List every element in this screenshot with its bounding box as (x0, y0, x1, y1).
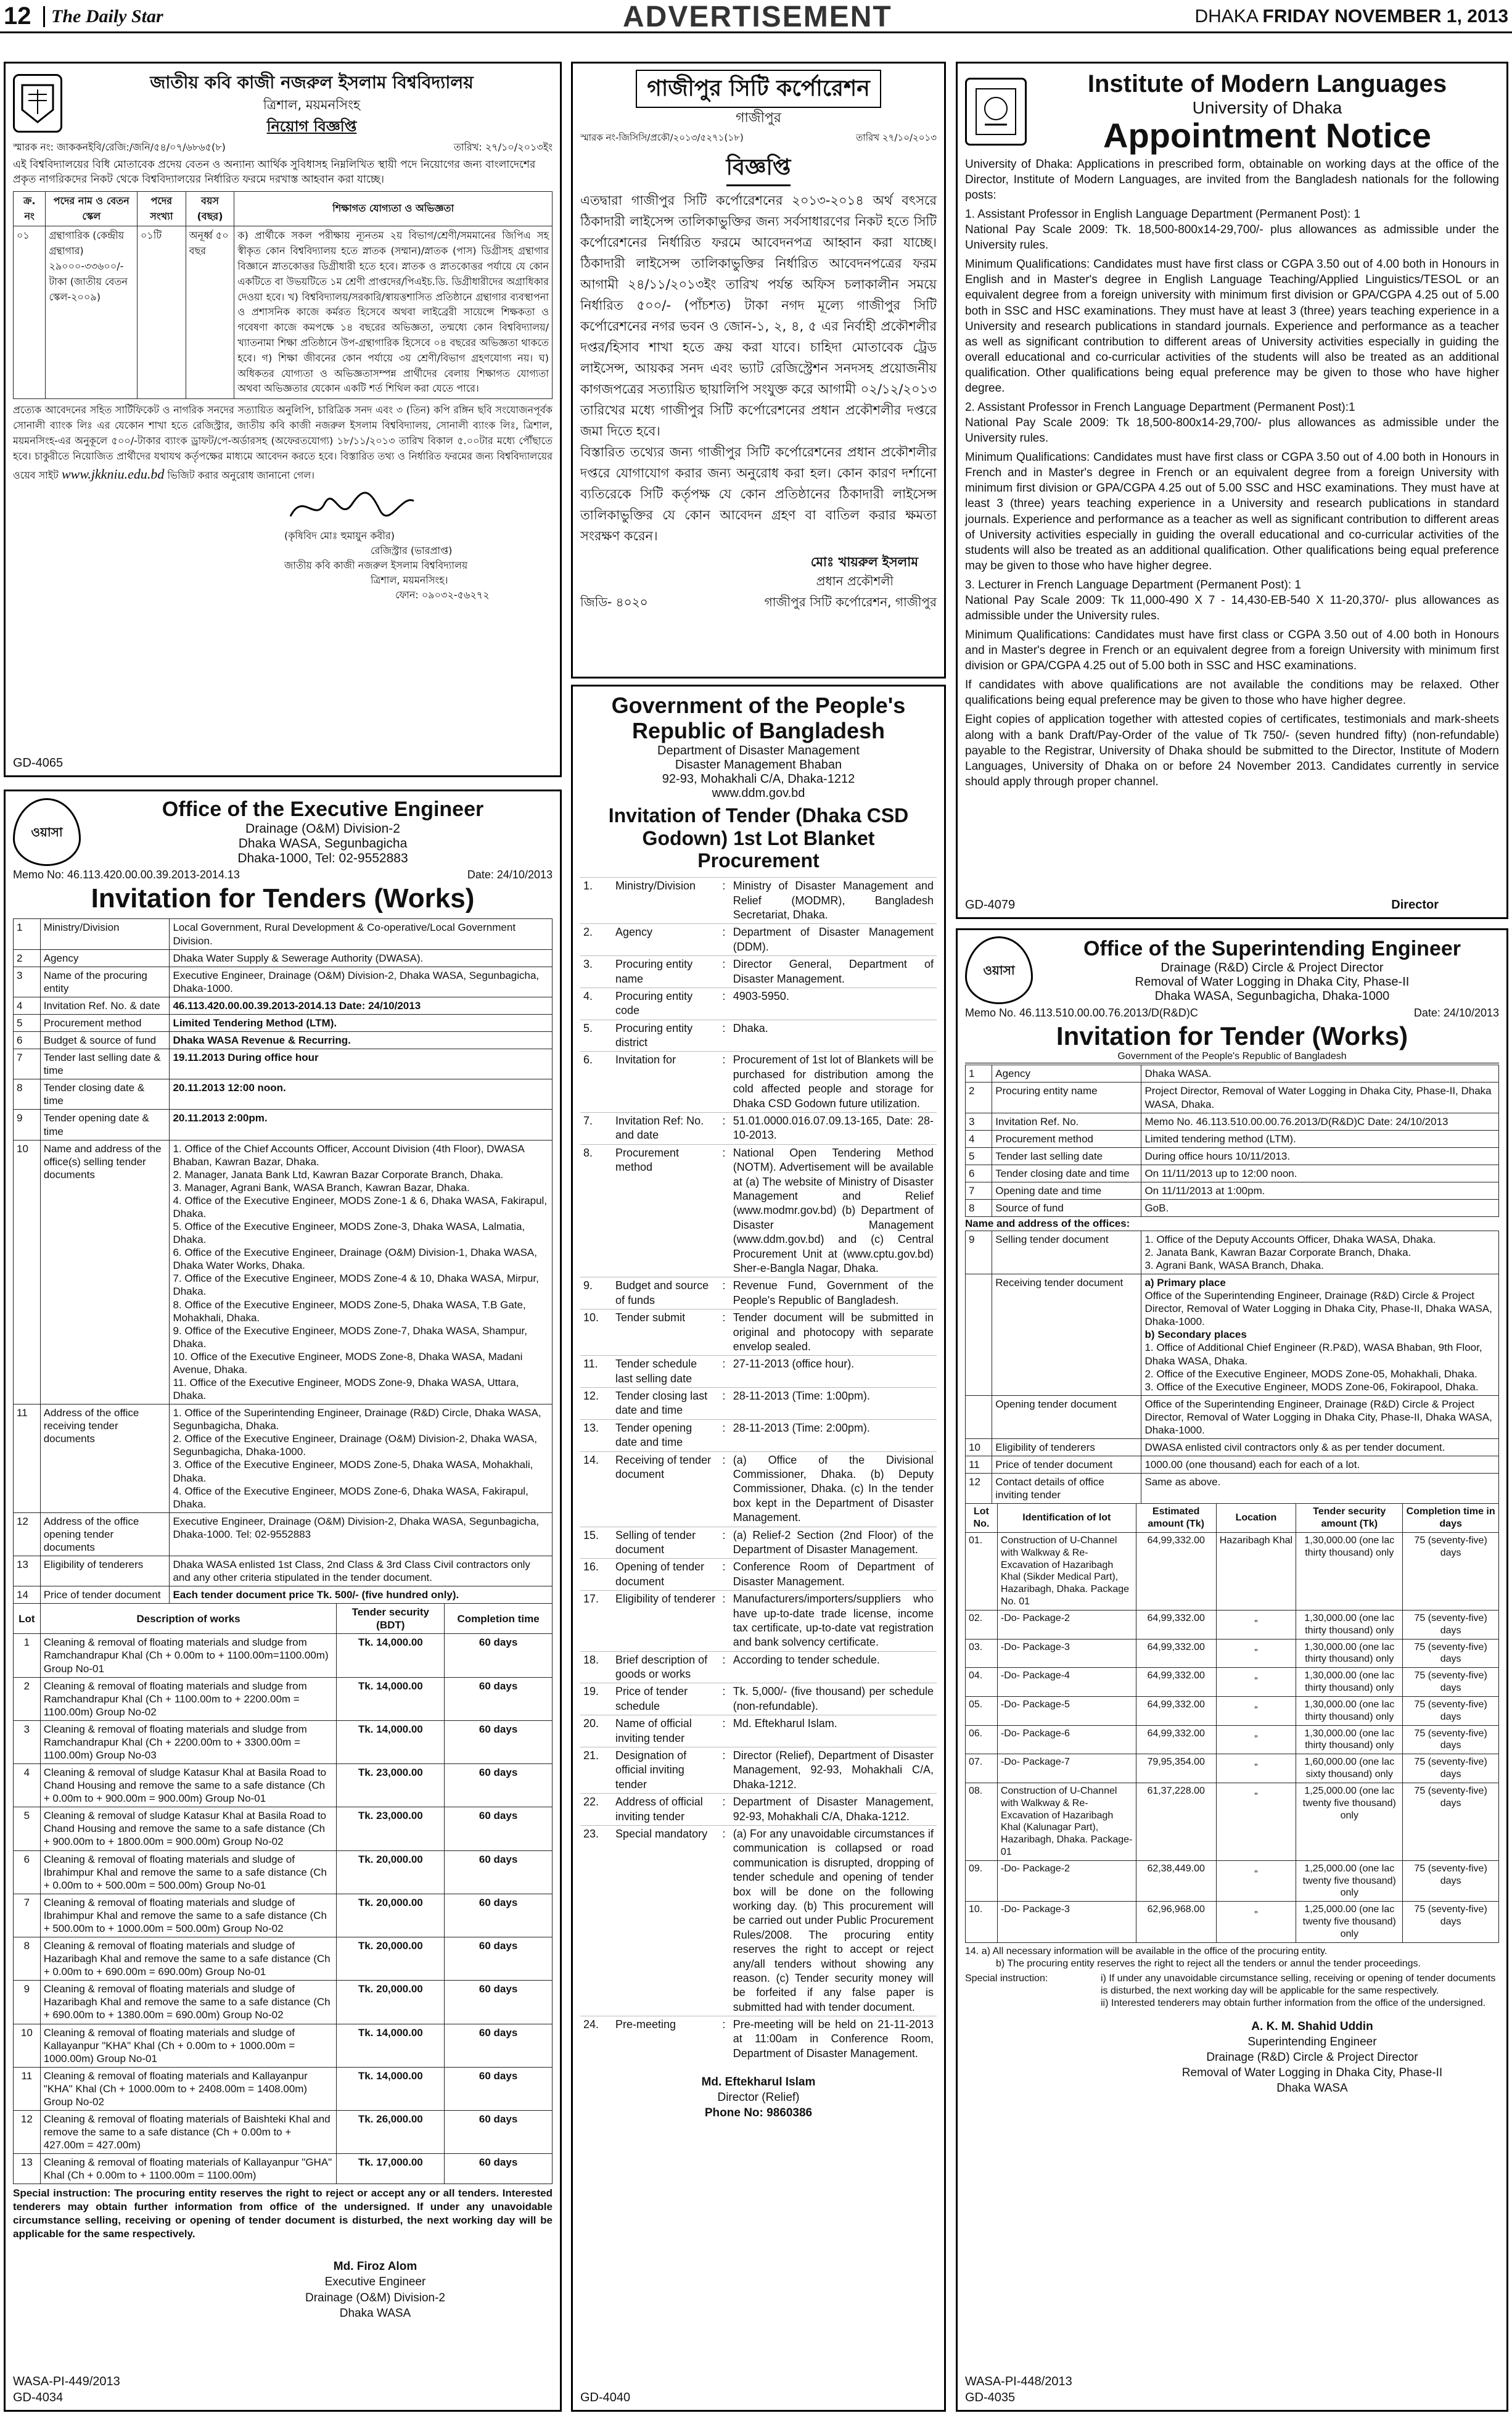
w1-l2: Dhaka WASA, Segunbagicha (238, 836, 408, 851)
jk-memo: স্মারক নং: জাককনইবি/রেজি:/জনি/৫৪/০৭/৬৮৬৫(৮) (13, 141, 226, 153)
w2-l1: Drainage (R&D) Circle & Project Director (1161, 961, 1384, 975)
iml-post-3-scale: National Pay Scale 2009: Tk 11,000-490 X 7 - 14,430-EB-540 X 11-20,370/- plus allowances as admissible under the University rules. (965, 593, 1499, 622)
table-row: 1 Agency Dhaka WASA. (966, 1065, 1499, 1083)
table-row: 20. Name of official inviting tender : Md. Eftekharul Islam. (580, 1715, 937, 1747)
table-row: 9 Cleaning & removal of floating materials and sludge of Hazaribagh Khal and remove the same to a safe distance (Ch + 690.00m to + 1380.00m = 690.00m) Group No-02 Tk. 20,000.00 60 days (14, 1981, 553, 2024)
w2-title: Invitation for Tender (Works) (1056, 1021, 1408, 1050)
w2-memo: Memo No. 46.113.510.00.00.76.2013/D(R&D)C (965, 1007, 1198, 1019)
masthead: The Daily Star (43, 6, 163, 27)
gcc-notice: বিজ্ঞপ্তি (726, 151, 791, 186)
table-row: 18. Brief description of goods or works : According to tender schedule. (580, 1651, 937, 1683)
table-row: 05. -Do- Package-5 64,99,332.00 „ 1,30,000.00 (one lac thirty thousand) only 75 (seventy-five) days (966, 1696, 1499, 1725)
jk-place: ত্রিশাল, ময়মনসিংহ (263, 97, 361, 112)
w2-n14a: 14. a) All necessary information will be available in the office of the procuring entity. (965, 1945, 1328, 1957)
w2-ref: WASA-PI-448/2013 (965, 2375, 1072, 2388)
table-row: 8 Cleaning & removal of floating materials and sludge of Hazaribagh Khal and remove the same to a safe distance (Ch + 0.00m to + 690.00m = 690.00m) Group No-01 Tk. 20,000.00 60 days (14, 1937, 553, 1981)
gazipur-ad (571, 62, 946, 678)
iml-intro: University of Dhaka: Applications in prescribed form, obtainable on working days at the office of the Director, Institute of Modern Languages, are invited from the Bangladesh nationals for the following posts: (965, 157, 1499, 202)
iml-sub: University of Dhaka (1192, 98, 1342, 117)
table-row: 4 Procurement method Limited tendering method (LTM). (966, 1130, 1499, 1147)
table-row: 5 Cleaning & removal of sludge Katasur Khal at Basila Road to Chand Housing and remove the same to a safe distance (Ch + 900.00m to + 1800.00m = 900.00m) Group No-02 Tk. 23,000.00 60 days (14, 1807, 553, 1850)
w2-sig3: Removal of Water Logging in Dhaka City, Phase-II (1181, 2066, 1443, 2079)
ddm-signer: Md. Eftekharul Islam (701, 2076, 816, 2089)
wasa1-ad (4, 790, 562, 2412)
table-row: 5. Procuring entity district : Dhaka. (580, 1020, 937, 1052)
table-row: 06. -Do- Package-6 64,99,332.00 „ 1,30,000.00 (one lac thirty thousand) only 75 (seventy-five) days (966, 1725, 1499, 1754)
table-row: 7. Invitation Ref: No. and date : 51.01.0000.016.07.09.13-165, Date: 28-10-2013. (580, 1113, 937, 1145)
university-seal-icon (13, 74, 62, 133)
table-row: 9 Tender opening date & time 20.11.2013 2:00pm. (14, 1110, 553, 1140)
ddm-table (580, 877, 937, 2062)
gcc-title: গাজীপুর সিটি কর্পোরেশন (636, 70, 881, 108)
table-row: 1. Ministry/Division : Ministry of Disaster Management and Relief (MODMR), Bangladesh Secretariat, Dhaka. (580, 878, 937, 924)
table-row: 1 Ministry/Division Local Government, Rural Development & Co-operative/Local Government Division. (14, 919, 553, 949)
iml-post-1-scale: National Pay Scale 2009: Tk. 18,500-800x14-29,700/- plus allowances as admissible under the University rules. (965, 223, 1499, 252)
w1-signer: Md. Firoz Alom (333, 2260, 417, 2274)
table-row: 10. Tender submit : Tender document will be submitted in original and photocopy with separate envelop sealed. (580, 1309, 937, 1356)
table-row: 07. -Do- Package-7 79,95,354.00 „ 1,60,000.00 (one lac sixty thousand) only 75 (seventy-five) days (966, 1754, 1499, 1783)
table-row: 13 Cleaning & removal of floating materials of Kallayanpur "GHA" Khal (Ch + 0.00m to + 1100.00m = 1100.00m) Tk. 17,000.00 60 days (14, 2154, 553, 2184)
table-row: 4. Procuring entity code : 4903-5950. (580, 988, 937, 1020)
w2-l3: Dhaka WASA, Segunbagicha, Dhaka-1000 (1154, 989, 1390, 1004)
iml-post-3: 3. Lecturer in French Language Department (Permanent Post): 1 (965, 578, 1301, 592)
w1-sig3: Dhaka WASA (339, 2306, 411, 2320)
w2-l2: Removal of Water Logging in Dhaka City, Phase-II (1135, 975, 1410, 989)
iml-code: GD-4079 (965, 898, 1016, 912)
table-row: 11 Price of tender document 1000.00 (one thousand) each for each of a lot. (966, 1456, 1499, 1474)
gcc-signer-title: প্রধান প্রকৌশলী (816, 574, 894, 589)
table-row: 10 Cleaning & removal of floating materials and sludge of Kallayanpur "KHA" Khal (Ch + 0.00m to + 1000.00m = 1000.00m) Group No-01 Tk. 14,000.00 60 days (14, 2024, 553, 2067)
jk-date: তারিখ: ২৭/১০/২০১৩ইং (453, 141, 553, 153)
ddm-t2: Republic of Bangladesh (631, 718, 885, 744)
table-row: 6 Cleaning & removal of floating materials and sludge of Ibrahimpur Khal and remove the same to a safe distance (Ch + 0.00m to + 500.00m = 500.00m) Group No-01 Tk. 20,000.00 60 days (14, 1850, 553, 1894)
table-row: 21. Designation of official inviting tender : Director (Relief), Department of Disaster Management, 92-93, Mohakhali C/A, Dhaka-1212. (580, 1747, 937, 1794)
table-row: 2 Cleaning & removal of floating materials and sludge from Ramchandrapur Khal (Ch + 1100.00m to + 2200.00m = 1100.00m) Group No-02 Tk. 14,000.00 60 days (14, 1677, 553, 1720)
w2-code: GD-4035 (965, 2391, 1016, 2404)
iml-post-2: 2. Assistant Professor in French Language Department (Permanent Post):1 (965, 400, 1355, 414)
table-row: 8 Source of fund GoB. (966, 1199, 1499, 1216)
gcc-code: জিডি- ৪০২০ (580, 595, 648, 610)
gcc-body2: বিস্তারিত তথ্যের জন্য গাজীপুর সিটি কর্পোরেশনের প্রধান প্রকৌশলীর দপ্তরে যোগাযোগ করার জন্য অনুরোধ করা হল। কোন কারণ দর্শানো ব্যতিরেকে সিটি কর্তৃপক্ষ যে কোন প্রতিষ্ঠানের ঠিকাদারী লাইসেন্স তালিকাভুক্তির যে কোন আবেদন গ্রহণ বা বাতিল করার ক্ষমতা সংরক্ষণ করেন। (580, 444, 937, 543)
w2-lot-table: Lot No. Identification of lot Estimated amount (Tk) Location Tender security amount (Tk) Completion time in days 01. Construction of U-Channel with Walkway & Re-Excavation of Hazaribagh Khal (Sikder Medical Part), Hazaribagh, Dhaka. Package No. 01 64,99,332.00 Hazaribagh Khal 1,30,000.00 (one lac thirty thousand) only 75 (seventy-five) days 02. -Do- Package-2 64,99,332.00 „ 1,30,000.00 (one lac thirty thousand) only 75 (seventy-five) days 03. -Do- Package-3 64,99,332.00 „ 1,30,000.00 (one lac thirty thousand) only 75 (seventy-five) days 04. -Do- Package-4 64,99,332.00 „ 1,30,000.00 (one lac thirty thousand) only 75 (seventy-five) days 05. -Do- Package-5 64,99,332.00 „ 1,30,000.00 (one lac thirty thousand) only 75 (seventy-five) days 06. -Do- Package-6 64,99,332.00 „ 1,30,000.00 (one lac thirty thousand) only 75 (seventy-five) days 07. -Do- Package-7 79,95,354.00 „ 1,60,000.00 (one lac sixty thousand) only 75 (seventy-five) days 08. Construction of U-Channel with Walkway & Re-Excavation of Hazaribagh Khal (Kalunagar Part), Hazaribagh, Dhaka. Package-01 61,37,228.00 „ 1,25,000.00 (one lac twenty five thousand) only 75 (seventy-five) days 09. -Do- Package-2 62,38,449.00 „ 1,25,000.00 (one lac twenty five thousand) only 75 (seventy-five) days 10. -Do- Package-3 62,96,968.00 „ 1,25,000.00 (one lac twenty five thousand) only 75 (seventy-five) days (965, 1503, 1499, 1943)
ddm-s2: Disaster Management Bhaban (675, 757, 842, 772)
table-row: 13. Tender opening date and time : 28-11-2013 (Time: 2:00pm). (580, 1419, 937, 1451)
table-row: 02. -Do- Package-2 64,99,332.00 „ 1,30,000.00 (one lac thirty thousand) only 75 (seventy-five) days (966, 1610, 1499, 1639)
ddm-s1: Department of Disaster Management (657, 743, 860, 757)
jkkniu-ad (4, 62, 562, 777)
page-number: 12 (4, 2, 31, 30)
w2-sig2: Drainage (R&D) Circle & Project Director (1206, 2050, 1418, 2064)
jk-body: প্রত্যেক আবেদনের সহিত সার্টিফিকেট ও নাগরিক সনদের সত্যায়িত অনুলিপি, চারিত্রিক সনদ এবং ৩ (তিন) কপি রঙ্গিন ছবি সংযোজনপূর্বক সোনালী ব্যাংক লিঃ এর যেকোন শাখা হতে রেজিস্ট্রার, জাতীয় কবি কাজী নজরুল ইসলাম বিশ্ববিদ্যালয়, সোনালী ব্যাংক লিঃ, ত্রিশাল, ময়মনসিংহ-এর অনুকূলে ৫০০/-টাকার ব্যাংক ড্রাফট/পে-অর্ডারসহ (অফেরতযোগ্য) ১৮/১১/২০১৩ তারিখ বিকাল ৫.০০টার মধ্যে পৌঁছাতে হবে। চাকুরীতে নিয়োজিত প্রার্থীদের যথাযথ কর্তৃপক্ষের মাধ্যমে আবেদন করতে হবে। বিস্তারিত তথ্য ও নির্ধারিত ফরমের জন্য বিশ্ববিদ্যালয়ের ওয়েব সাইট www.jkkniu.edu.bd ভিজিট করার অনুরোধ জানানো গেল। (13, 404, 553, 482)
table-row: 14. Receiving of tender document : (a) Office of the Divisional Commissioner, Dhaka. (b) Deputy Commissioner, Dhaka. (c) In the tender box kept in the Department of Disaster Management. (580, 1451, 937, 1527)
iml-ad (956, 62, 1508, 919)
iml-post-2-qual: Minimum Qualifications: Candidates must have first class or CGPA 3.50 out of 4.00 both in Honours in French and in Master's degree in French or an equivalent degree from a foreign University with minimum first division or GPA/CGPA 4.25 out of 5.00 SSC and HSC examinations. They must have at least 3 (three) years teaching experience in a University and research publications in standard journals. Experience and performance as a teacher as well as significant contribution to different areas of University activities especially in guiding the overall educational and co-curricular activities of the students will also be treated as an additional qualification. Other qualifications being equal preference may be given to those who have higher degree. (965, 451, 1499, 572)
table-row: 3 Cleaning & removal of floating materials and sludge from Ramchandrapur Khal (Ch + 2200.00m to + 3300.00m = 1100.00m) Group No-03 Tk. 14,000.00 60 days (14, 1720, 553, 1763)
table-row: 23. Special mandatory : (a) For any unavoidable circumstances if communication is collapsed or road communication is disrupted, dropping of tender schedule and opening of tender box will be done on the following working day. (b) This procurement will be carried out under Public Procurement Rules/2008. The procuring entity reserves the right to accept or reject any/all tenders without showing any reason. (c) Tender security money will be forfeited if any false paper is submitted had with tender document. (580, 1826, 937, 2016)
table-row: 1 Cleaning & removal of floating materials and sludge from Ramchandrapur Khal (Ch + 0.00m to + 1100.00m=1100.00m) Group No-01 Tk. 14,000.00 60 days (14, 1634, 553, 1677)
table-row: 4 Cleaning & removal of sludge Katasur Khal at Basila Road to Chand Housing and remove the same to a safe distance (Ch + 0.00m to + 900.00m = 900.00m) Group No-01 Tk. 23,000.00 60 days (14, 1764, 553, 1807)
w1-sig2: Drainage (O&M) Division-2 (305, 2291, 445, 2304)
du-seal-icon (965, 78, 1027, 146)
ddm-t1: Government of the People's (611, 693, 906, 718)
table-row: 2 Agency Dhaka Water Supply & Sewerage Authority (DWASA). (14, 949, 553, 967)
wasa2-ad (956, 928, 1508, 2412)
w1-l1: Drainage (O&M) Division-2 (245, 822, 400, 836)
table-row: 2. Agency : Department of Disaster Management (DDM). (580, 924, 937, 956)
w2-n14b: b) The procuring entity reserves the right to reject all the tenders or annul the tender proceedings. (996, 1958, 1421, 1969)
table-row: 5 Procurement method Limited Tendering Method (LTM). (14, 1014, 553, 1031)
table-row: 24. Pre-meeting : Pre-meeting will be held on 21-11-2013 at 11:00am in Conference Room, Department of Disaster Management. (580, 2016, 937, 2063)
w1-code: GD-4034 (13, 2391, 64, 2404)
page-header (0, 0, 1512, 33)
w2-s1: i) If under any unavoidable circumstance selling, receiving or opening of tender documents is disturbed, the next working day will be applicable for the same respectively. (1101, 1973, 1496, 1997)
w2-s2: ii) Interested tenderers may obtain further information from the office of the undersigned. (1101, 1998, 1486, 2009)
w2-org: Office of the Superintending Engineer (1083, 936, 1461, 960)
table-row: 11. Tender schedule last selling date : 27-11-2013 (office hour). (580, 1356, 937, 1388)
table-row: 2 Procuring entity name Project Director, Removal of Water Logging in Dhaka City, Phase-II, Dhaka WASA, Dhaka. (966, 1083, 1499, 1113)
table-row: 3 Invitation Ref. No. Memo No. 46.113.510.00.00.76.2013/D(R&D)C Date: 24/10/2013 (966, 1113, 1499, 1130)
gcc-place: গাজীপুর (736, 110, 781, 126)
table-row: 10. -Do- Package-3 62,96,968.00 „ 1,25,000.00 (one lac twenty five thousand) only 75 (seventy-five) days (966, 1902, 1499, 1942)
jk-intro: এই বিশ্ববিদ্যালয়ের বিধি মোতাবেক প্রদেয় বেতন ও অন্যান্য আর্থিক সুবিধাসহ নিম্নলিখিত স্থায়ী পদে নিয়োগের জন্য বাংলাদেশের প্রকৃত নাগরিকদের নিকট থেকে বিশ্ববিদ্যালয়ের নির্ধারিত ফরমে দরখাস্ত আহবান করা যাচ্ছে। (13, 158, 536, 186)
table-row: 12 Cleaning & removal of floating materials of Baishteki Khal and remove the same to a safe distance (Ch + 0.00m to + 427.00m = 427.00m) Tk. 26,000.00 60 days (14, 2110, 553, 2153)
ddm-ad (571, 685, 946, 2412)
w1-memo: Memo No: 46.113.420.00.00.39.2013-2014.13 (13, 868, 240, 881)
wasa-logo-icon: ওয়াসা (965, 936, 1033, 1004)
iml-post-1: 1. Assistant Professor in English Language Department (Permanent Post): 1 (965, 208, 1361, 221)
table-row: 19. Price of tender schedule : Tk. 5,000/- (five thousand) per schedule (non-refundable). (580, 1683, 937, 1715)
ddm-sig2: Phone No: 9860386 (704, 2106, 813, 2120)
gcc-body1: এতদ্বারা গাজীপুর সিটি কর্পোরেশনের ২০১৩-২০১৪ অর্থ বৎসরে ঠিকাদারী লাইসেন্স তালিকাভুক্তির জন্য সর্বসাধারণের নিকট হতে সিটি কর্পোরেশনের নির্ধারিত ফরমে আবেদনপত্র আহ্বান করা যাচ্ছে। ঠিকাদারী লাইসেন্স তালিকাভুক্তির নির্ধারিত আবেদনপত্রের ফরম আগামী ২৪/১১/২০১৩ইং তারিখ পর্যন্ত অফিস চলাকালীন সময়ে নির্ধারিত ৫০০/- (পাঁচশত) টাকা নগদ মূল্যে গাজীপুর সিটি কর্পোরেশনের নগর ভবন ও জোন-১, ২, ৪, ৫ এর নির্বাহী প্রকৌশলীর দপ্তর/হিসাব শাখা হতে ক্রয় করা যাবে। চাহিদা মোতাবেক ট্রেড লাইসেন্স, আয়কর সনদ এবং ভ্যাট রেজিস্ট্রেশন সনদসহ প্রয়োজনীয় কাগজপত্রের সত্যায়িত ছায়ালিপি সংযুক্ত করে আগামী ০২/১২/২০১৩ তারিখের মধ্যে গাজীপুর সিটি কর্পোরেশনের প্রধান প্রকৌশলীর দপ্তরে জমা দিতে হবে। (580, 192, 937, 439)
table-row: 04. -Do- Package-4 64,99,332.00 „ 1,30,000.00 (one lac thirty thousand) only 75 (seventy-five) days (966, 1668, 1499, 1697)
iml-signer: Director (1391, 898, 1439, 912)
gcc-memo: স্মারক নং-জিসিসি/প্রকৌ/২০১৩/৫২৭১(১৮) (580, 132, 744, 143)
ddm-sig1: Director (Relief) (717, 2091, 800, 2105)
iml-relax: If candidates with above qualifications are not available the conditions may be relaxed. Other qualifications being equal preference may be given to those who have higher degree. (965, 678, 1499, 707)
jk-notice: নিয়োগ বিজ্ঞপ্তি (266, 117, 357, 135)
table-row: 10 Eligibility of tenderers DWASA enlisted civil contractors only & as per tender document. (966, 1438, 1499, 1456)
wasa-logo-icon: ওয়াসা (13, 798, 81, 866)
w1-special: Special instruction: The procuring entity reserves the right to reject or accept any or all tenders. Interested tenderers may obtain further information from office of the undersigned. If under any unavoidable circumstance selling, receiving or opening of tender document is disturbed, the next working day will be applicable for the same respectively. (13, 2187, 553, 2240)
ddm-s3: 92-93, Mohakhali C/A, Dhaka-1212 (662, 772, 855, 786)
w1-org: Office of the Executive Engineer (162, 798, 484, 821)
w1-l3: Dhaka-1000, Tel: 02-9552883 (237, 851, 408, 866)
table-row: 9. Budget and source of funds : Revenue Fund, Government of the People's Republic of Bangladesh. (580, 1277, 937, 1309)
gcc-date: তারিখ ২৭/১০/২০১৩ (856, 132, 937, 143)
table-row: 01. Construction of U-Channel with Walkway & Re-Excavation of Hazaribagh Khal (Sikder Medical Part), Hazaribagh, Dhaka. Package No. 01 64,99,332.00 Hazaribagh Khal 1,30,000.00 (one lac thirty thousand) only 75 (seventy-five) days (966, 1532, 1499, 1610)
iml-apply: Eight copies of application together with attested copies of certificates, testimonials and mark-sheets along with a bank Draft/Pay-Order of the value of Tk 750/- (seven hundred fifty) (non-refundable) payable to the Registrar, University of Dhaka should be submitted to the Director, Institute of Modern Languages, University of Dhaka on or before 24 November 2013. Candidates currently in service should apply through proper channel. (965, 713, 1499, 788)
table-row: 3 Name of the procuring entity Executive Engineer, Drainage (O&M) Division-2, Dhaka WASA, Segunbagicha, Dhaka-1000. (14, 967, 553, 997)
signature-icon (284, 489, 420, 526)
table-row: 7 Tender last selling date & time 19.11.2013 During office hour (14, 1049, 553, 1079)
w1-ref: WASA-PI-449/2013 (13, 2375, 120, 2388)
w2-sig4: Dhaka WASA (1276, 2081, 1348, 2095)
jk-code: GD-4065 (13, 756, 64, 770)
w1-lot-table: Lot Description of works Tender security (BDT) Completion time 1 Cleaning & removal of floating materials and sludge from Ramchandrapur Khal (Ch + 0.00m to + 1100.00m=1100.00m) Group No-01 Tk. 14,000.00 60 days 2 Cleaning & removal of floating materials and sludge from Ramchandrapur Khal (Ch + 1100.00m to + 2200.00m = 1100.00m) Group No-02 Tk. 14,000.00 60 days 3 Cleaning & removal of floating materials and sludge from Ramchandrapur Khal (Ch + 2200.00m to + 3300.00m = 1100.00m) Group No-03 Tk. 14,000.00 60 days 4 Cleaning & removal of sludge Katasur Khal at Basila Road to Chand Housing and remove the same to a safe distance (Ch + 0.00m to + 900.00m = 900.00m) Group No-01 Tk. 23,000.00 60 days 5 Cleaning & removal of sludge Katasur Khal at Basila Road to Chand Housing and remove the same to a safe distance (Ch + 900.00m to + 1800.00m = 900.00m) Group No-02 Tk. 23,000.00 60 days 6 Cleaning & removal of floating materials and sludge of Ibrahimpur Khal and remove the same to a safe distance (Ch + 0.00m to + 500.00m = 500.00m) Group No-01 Tk. 20,000.00 60 days 7 Cleaning & removal of floating materials and sludge of Ibrahimpur Khal and remove the same to a safe distance (Ch + 500.00m to + 1000.00m = 500.00m) Group No-02 Tk. 20,000.00 60 days 8 Cleaning & removal of floating materials and sludge of Hazaribagh Khal and remove the same to a safe distance (Ch + 0.00m to + 690.00m = 690.00m) Group No-01 Tk. 20,000.00 60 days 9 Cleaning & removal of floating materials and sludge of Hazaribagh Khal and remove the same to a safe distance (Ch + 690.00m to + 1380.00m = 690.00m) Group No-02 Tk. 20,000.00 60 days 10 Cleaning & removal of floating materials and sludge of Kallayanpur "KHA" Khal (Ch + 0.00m to + 1000.00m = 1000.00m) Group No-01 Tk. 14,000.00 60 days 11 Cleaning & removal of floating materials and Kallayanpur "KHA" Khal (Ch + 1000.00m to + 2408.00m = 1408.00m) Group No-02 Tk. 14,000.00 60 days 12 Cleaning & removal of floating materials of Baishteki Khal and remove the same to a safe distance (Ch + 0.00m to + 427.00m = 427.00m) Tk. 26,000.00 60 days 13 Cleaning & removal of floating materials of Kallayanpur "GHA" Khal (Ch + 0.00m to + 1100.00m = 1100.00m) Tk. 17,000.00 60 days (13, 1603, 553, 2184)
table-row: 03. -Do- Package-3 64,99,332.00 „ 1,30,000.00 (one lac thirty thousand) only 75 (seventy-five) days (966, 1639, 1499, 1668)
w2-sig1: Superintending Engineer (1247, 2035, 1377, 2048)
gcc-signer: মোঃ খায়রুল ইসলাম (810, 554, 918, 569)
w2-date: Date: 24/10/2013 (1413, 1007, 1499, 1019)
dateline: DHAKA FRIDAY NOVEMBER 1, 2013 (1194, 6, 1508, 27)
jk-signature-block: (কৃষিবিদ মোঃ হুমায়ুন কবীর) রেজিস্ট্রার (ভারপ্রাপ্ত) জাতীয় কবি কাজী নজরুল ইসলাম বিশ্ববিদ্যালয় ত্রিশাল, ময়মনসিংহ। ফোন: ০৯০৩২-৫৬২৭২ (284, 489, 553, 603)
gcc-org: গাজীপুর সিটি কর্পোরেশন, গাজীপুর (764, 595, 937, 610)
iml-post-2-scale: National Pay Scale 2009: Tk 18,500-800x14-29,700/- plus allowances as admissible under the University rules. (965, 416, 1499, 445)
ddm-code: GD-4040 (580, 2391, 631, 2404)
w2-special-label: Special instruction: (965, 1973, 1048, 1984)
table-row: 12. Tender closing last date and time : 28-11-2013 (Time: 1:00pm). (580, 1388, 937, 1420)
table-row: 6 Budget & source of fund Dhaka WASA Revenue & Recurring. (14, 1032, 553, 1049)
section-title: ADVERTISEMENT (623, 1, 892, 33)
iml-post-1-qual: Minimum Qualifications: Candidates must have first class or CGPA 3.50 out of 4.00 both in Honours in English and in Master's degree in English Language Teaching/Applied Linguistics/TESOL or an equivalent degree from a foreign university with minimum first division or GPA/CGPA 4.25 out of 5.00 both in SSC and HSC examinations. They must have at least 3 (three) years teaching experience in a University and research publications in standard journals. Experience and performance as a teacher as well as significant contribution to different areas of University activities especially in guiding the overall educational and co-curricular activities of the students will also be treated as an additional qualification. Other qualifications being equal preference may be given to those who have higher degree. (965, 258, 1499, 395)
table-row: 6 Tender closing date and time On 11/11/2013 up to 12:00 noon. (966, 1165, 1499, 1182)
table-row: 12 Contact details of office inviting tender Same as above. (966, 1474, 1499, 1504)
ddm-title1: Invitation of Tender (Dhaka CSD (608, 804, 909, 827)
ddm-title2: Godown) 1st Lot Blanket Procurement (642, 827, 875, 872)
w2-info-table-2 (965, 1438, 1499, 1504)
table-row: 15. Selling of tender document : (a) Relief-2 Section (2nd Floor) of the Department of Disaster Management. (580, 1527, 937, 1559)
iml-notice: Appointment Notice (1103, 116, 1431, 155)
table-row: 16. Opening of tender document : Conference Room of Department of Disaster Management. (580, 1559, 937, 1591)
w2-office-table: 9 Selling tender document 1. Office of the Deputy Accounts Officer, Dhaka WASA, Dhaka. 2. Janata Bank, Kawran Bazar Corporate Branch, Dhaka. 3. Agrani Bank, WASA Branch, Dhaka. Receiving tender document a) Primary place Office of the Superintending Engineer, Drainage (R&D) Circle & Project Director, Removal of Water Logging in Dhaka City, Phase-II, Dhaka WASA, Dhaka-1000. b) Secondary places 1. Office of Additional Chief Engineer (R.P&D), WASA Bhaban, 9th Floor, Dhaka WASA, Dhaka. 2. Office of the Executive Engineer, MODS Zone-05, Mohakhali, Dhaka. 3. Office of the Executive Engineer, MODS Zone-06, Fokirapool, Dhaka. Opening tender document Office of the Superintending Engineer, Drainage (R&D) Circle & Project Director, Removal of Water Logging in Dhaka City, Phase-II, Dhaka WASA, Dhaka-1000. (965, 1231, 1499, 1439)
jk-table: ক্র. নং পদের নাম ও বেতন স্কেল পদের সংখ্যা বয়স (বছর) শিক্ষাগত যোগ্যতা ও অভিজ্ঞতা ০১ গ্রন্থাগারিক (কেন্দ্রীয় গ্রন্থাগার) ২৯০০০-৩৩৬০০/-টাকা (জাতীয় বেতন স্কেল-২০০৯) ০১টি অনূর্ধ্ব ৫০ বছর ক) প্রার্থীকে সকল পরীক্ষায় ন্যূনতম ২য় বিভাগ/শ্রেণী/সমমানের জিপিএ সহ স্বীকৃত কোন বিশ্ববিদ্যালয় হতে স্নাতক (সম্মান)/স্নাতক (পাস) ডিগ্রীসহ গ্রন্থাগার বিজ্ঞানে স্নাতকোত্তর ডিগ্রীধারী হতে হবে। স্নাতক ও স্নাতকোত্তর পর্যায়ে যে কোন একটিতে বা উভয়টিতে ১ম শ্রেণী প্রাপ্তদের/পিএইচ.ডি. ডিগ্রীধারীদের অগ্রাধিকার দেওয়া হবে। খ) বিশ্ববিদ্যালয়/সরকারি/স্বায়ত্তশাসিত প্রতিষ্ঠানে গ্রন্থাগার ব্যবস্থাপনা ও প্রশাসনিক কাজে কর্মরত হিসেবে অথবা লাইব্রেরী সায়েন্সে শিক্ষকতা ও গবেষণা কাজে কমপক্ষে ১৪ বছরের অভিজ্ঞতা, তন্মধ্যে কোন বিশ্ববিদ্যালয়/খ্যাতনামা শিক্ষা প্রতিষ্ঠানে উপ-গ্রন্থাগারিক হিসেবে ০৪ বছরের অভিজ্ঞতা থাকতে হবে। গ) শিক্ষা জীবনের কোন পর্যায়ে ৩য় শ্রেণী/বিভাগ গ্রহণযোগ্য নয়। ঘ) অধিকতর যোগ্যতা ও অভিজ্ঞতাসম্পন্ন প্রার্থীদের বেলায় শিক্ষাগত যোগ্যতা অথবা অভিজ্ঞতার যেকোন একটি শর্ত শিথিল করা যেতে পারে। (13, 191, 553, 399)
table-row: ০১ গ্রন্থাগারিক (কেন্দ্রীয় গ্রন্থাগার) ২৯০০০-৩৩৬০০/-টাকা (জাতীয় বেতন স্কেল-২০০৯) ০১টি অনূর্ধ্ব ৫০ বছর ক) প্রার্থীকে সকল পরীক্ষায় ন্যূনতম ২য় বিভাগ/শ্রেণী/সমমানের জিপিএ সহ স্বীকৃত কোন বিশ্ববিদ্যালয় হতে স্নাতক (সম্মান)/স্নাতক (পাস) ডিগ্রীসহ গ্রন্থাগার বিজ্ঞানে স্নাতকোত্তর ডিগ্রীধারী হতে হবে। স্নাতক ও স্নাতকোত্তর পর্যায়ে যে কোন একটিতে বা উভয়টিতে ১ম শ্রেণী প্রাপ্তদের/পিএইচ.ডি. ডিগ্রীধারীদের অগ্রাধিকার দেওয়া হবে। খ) বিশ্ববিদ্যালয়/সরকারি/স্বায়ত্তশাসিত প্রতিষ্ঠানে গ্রন্থাগার ব্যবস্থাপনা ও প্রশাসনিক কাজে কর্মরত হিসেবে অথবা লাইব্রেরী সায়েন্সে শিক্ষকতা ও গবেষণা কাজে কমপক্ষে ১৪ বছরের অভিজ্ঞতা, তন্মধ্যে কোন বিশ্ববিদ্যালয়/খ্যাতনামা শিক্ষা প্রতিষ্ঠানে উপ-গ্রন্থাগারিক হিসেবে ০৪ বছরের অভিজ্ঞতা থাকতে হবে। গ) শিক্ষা জীবনের কোন পর্যায়ে ৩য় শ্রেণী/বিভাগ গ্রহণযোগ্য নয়। ঘ) অধিকতর যোগ্যতা ও অভিজ্ঞতাসম্পন্ন প্রার্থীদের বেলায় শিক্ষাগত যোগ্যতা অথবা অভিজ্ঞতার যেকোন একটি শর্ত শিথিল করা যেতে পারে। (14, 226, 553, 399)
table-row: 8. Procurement method : National Open Tendering Method (NOTM). Advertisement will be available at (a) The website of Ministry of Disaster Management and Relief (www.modmr.gov.bd) (b) Department of Disaster Management (www.ddm.gov.bd) and (c) Central Procurement Unit at (www.cptu.gov.bd) Sher-e-Bangla Nagar, Dhaka. (580, 1144, 937, 1277)
w2-gov: Government of the People's Republic of Bangladesh (965, 1050, 1499, 1063)
table-row: 22. Address of official inviting tender : Department of Disaster Management, 92-93, Mohakhali C/A, Dhaka-1212. (580, 1794, 937, 1826)
jk-website-link[interactable]: www.jkkniu.edu.bd (61, 466, 165, 482)
w2-info-table (965, 1065, 1499, 1217)
table-row: 3. Procuring entity name : Director General, Department of Disaster Management. (580, 956, 937, 988)
table-row: 4 Invitation Ref. No. & date 46.113.420.00.00.39.2013-2014.13 Date: 24/10/2013 (14, 997, 553, 1014)
table-row: 17. Eligibility of tenderer : Manufacturers/importers/suppliers who have up-to-date trade license, income tax certificate, up-to-date vat registration and bank solvency certificate. (580, 1591, 937, 1652)
w1-info-table (13, 918, 553, 1140)
w2-offices-head: Name and address of the offices: (965, 1218, 1130, 1230)
w1-office-table: 10 Name and address of the office(s) selling tender documents 1. Office of the Chief Accounts Officer, Account Division (4th Floor), DWASA Bhaban, Kawran Bazar, Dhaka. 2. Manager, Janata Bank Ltd, Kawran Bazar Corporate Branch, Dhaka. 3. Manager, Agrani Bank, WASA Branch, Kawran Bazar, Dhaka. 4. Office of the Executive Engineer, MODS Zone-1 & 6, Dhaka WASA, Fakirapul, Dhaka. 5. Office of the Executive Engineer, MODS Zone-3, Dhaka WASA, Lalmatia, Dhaka. 6. Office of the Executive Engineer, Drainage (O&M) Division-1, Dhaka WASA, Dhaka Water Works, Dhaka. 7. Office of the Executive Engineer, MODS Zone-4 & 10, Dhaka WASA, Mirpur, Dhaka. 8. Office of the Executive Engineer, MODS Zone-5, Dhaka WASA, T.B Gate, Mohakhali, Dhaka. 9. Office of the Executive Engineer, MODS Zone-7, Dhaka WASA, Shampur, Dhaka. 10. Office of the Executive Engineer, MODS Zone-8, Dhaka WASA, Madani Avenue, Dhaka. 11. Office of the Executive Engineer, MODS Zone-9, Dhaka WASA, Uttara, Dhaka. 11 Address of the office receiving tender documents 1. Office of the Superintending Engineer, Drainage (R&D) Circle, Dhaka WASA, Segunbagicha, Dhaka. 2. Office of the Executive Engineer, Drainage (O&M) Division-2, Dhaka WASA, Segunbagicha, Dhaka-1000. 3. Office of the Executive Engineer, MODS Zone-5, Dhaka WASA, Mohakhali, Dhaka. 4. Office of the Executive Engineer, MODS Zone-6, Dhaka WASA, Fakirapul, Dhaka. 12 Address of the office opening tender documents Executive Engineer, Drainage (O&M) Division-2, Dhaka WASA, Segunbagicha, Dhaka-1000. Tel: 02-9552883 13 Eligibility of tenderers Dhaka WASA enlisted 1st Class, 2nd Class & 3rd Class Civil contractors only and any other criteria stipulated in the tender document. 14 Price of tender document Each tender document price Tk. 500/- (five hundred only). (13, 1140, 553, 1604)
w1-sig1: Executive Engineer (324, 2275, 426, 2289)
table-row: 09. -Do- Package-2 62,38,449.00 „ 1,25,000.00 (one lac twenty five thousand) only 75 (seventy-five) days (966, 1860, 1499, 1901)
iml-post-3-qual: Minimum Qualifications: Candidates must have first class or CGPA 3.50 out of 4.00 both in Honours and in Master's degree in French or an equivalent degree from a foreign University with minimum first division or GPA/CGPA 4.25 out of 5.00 both in SSC and HSC examinations. (965, 629, 1499, 673)
jk-title: জাতীয় কবি কাজী নজরুল ইসলাম বিশ্ববিদ্যালয় (150, 72, 474, 93)
w1-date: Date: 24/10/2013 (467, 868, 553, 881)
table-row: 7 Opening date and time On 11/11/2013 at 1:00pm. (966, 1182, 1499, 1199)
w1-title: Invitation for Tenders (Works) (91, 883, 475, 914)
table-row: 5 Tender last selling date During office hours 10/11/2013. (966, 1147, 1499, 1165)
iml-title: Institute of Modern Languages (1087, 70, 1447, 97)
table-row: 11 Cleaning & removal of floating materials and Kallayanpur "KHA" Khal (Ch + 1000.00m to + 2408.00m = 1408.00m) Group No-02 Tk. 14,000.00 60 days (14, 2067, 553, 2110)
ddm-s4: www.ddm.gov.bd (712, 786, 805, 800)
table-row: 08. Construction of U-Channel with Walkway & Re-Excavation of Hazaribagh Khal (Kalunagar Part), Hazaribagh, Dhaka. Package-01 61,37,228.00 „ 1,25,000.00 (one lac twenty five thousand) only 75 (seventy-five) days (966, 1783, 1499, 1860)
table-row: 8 Tender closing date & time 20.11.2013 12:00 noon. (14, 1079, 553, 1110)
table-row: 6. Invitation for : Procurement of 1st lot of Blankets will be purchased for distribution among the cold affected people and storage for Dhaka CSD Godown future utilization. (580, 1052, 937, 1113)
table-row: 7 Cleaning & removal of floating materials and sludge of Ibrahimpur Khal and remove the same to a safe distance (Ch + 500.00m to + 1000.00m = 500.00m) Group No-02 Tk. 20,000.00 60 days (14, 1894, 553, 1937)
w2-signer: A. K. M. Shahid Uddin (1251, 2019, 1373, 2033)
